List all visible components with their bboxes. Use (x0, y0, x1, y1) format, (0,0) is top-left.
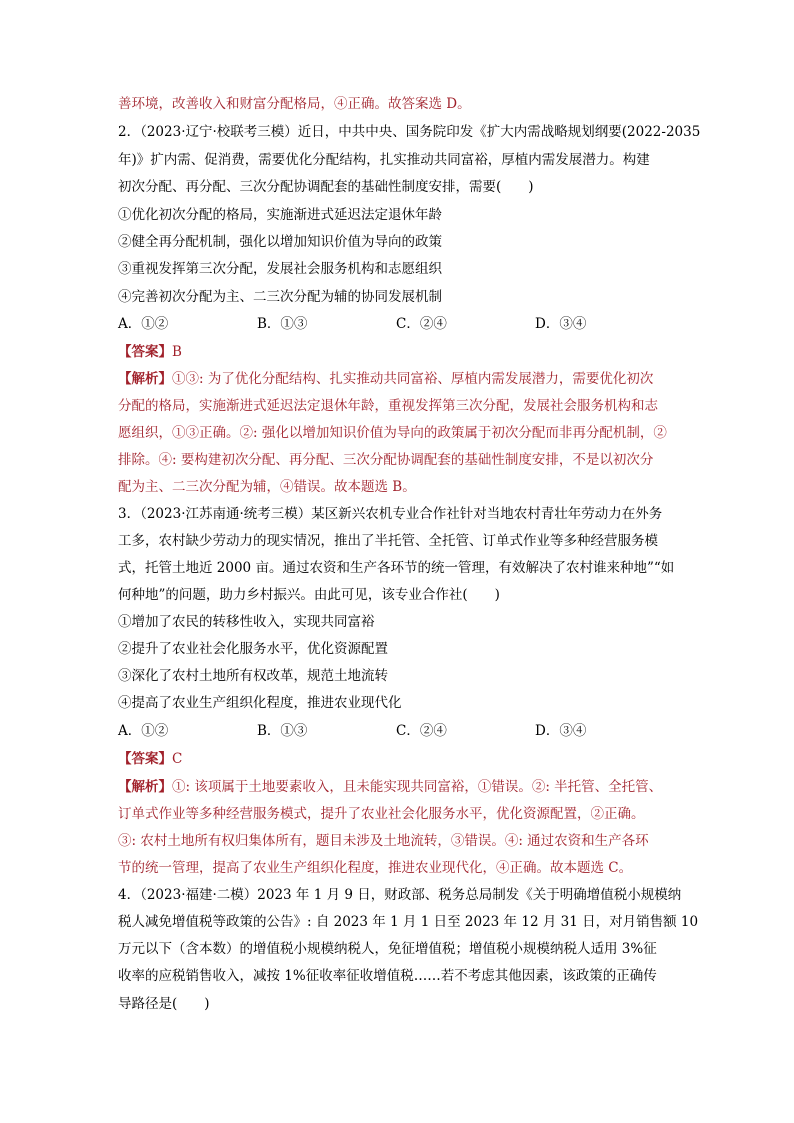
q2-option-c: C．②④ (396, 316, 447, 332)
q2-stem-line: 2．（2023·辽宁·校联考三模）近日，中共中央、国务院印发《扩大内需战略规划纲要(2022-2035 (118, 124, 701, 140)
q4-stem-line: 导路径是( ) (118, 996, 210, 1012)
q2-answer (118, 342, 700, 362)
q2-item: ①优化初次分配的格局，实施渐进式延迟法定退休年龄 (118, 207, 442, 223)
q3-item: ④提高了农业生产组织化程度，推进农业现代化 (118, 695, 402, 711)
q3-stem-line: 何种地”的问题，助力乡村振兴。由此可见，该专业合作社( ) (118, 587, 500, 603)
q2-analysis-line: 配为主、二三次分配为辅，④错误。故本题选 B。 (118, 479, 416, 495)
q3-analysis-line: 订单式作业等多种经营服务模式，提升了农业社会化服务水平，优化资源配置，②正确。 (118, 806, 645, 822)
q2-stem-line: 初次分配、再分配、三次分配协调配套的基础性制度安排，需要( ) (118, 179, 534, 195)
q3-option-a: A．①② (118, 723, 169, 739)
q3-option-c: C．②④ (396, 723, 447, 739)
analysis-text: ①③: 为了优化分配结构、扎实推动共同富裕、厚植内需发展潜力，需要优化初次 (172, 371, 654, 387)
q3-item: ②提升了农业社会化服务水平，优化资源配置 (118, 641, 388, 657)
q3-option-d: D．③④ (535, 723, 587, 739)
q3-item: ③深化了农村土地所有权改革，规范土地流转 (118, 668, 388, 684)
q3-analysis-line (118, 777, 700, 797)
q2-item: ②健全再分配机制，强化以增加知识价值为导向的政策 (118, 234, 442, 250)
q4-stem-line: 万元以下（含本数）的增值税小规模纳税人，免征增值税；增值税小规模纳税人适用 3%征 (118, 941, 657, 957)
answer-value: C (172, 751, 183, 767)
q2-analysis-line: 排除。④: 要构建初次分配、再分配、三次分配协调配套的基础性制度安排，不是以初次分 (118, 452, 654, 468)
q4-stem-line: 收率的应税销售收入，减按 1%征收率征收增值税……若不考虑其他因素，该政策的正确传 (118, 968, 657, 984)
q3-item: ①增加了农民的转移性收入，实现共同富裕 (118, 614, 375, 630)
q2-option-d: D．③④ (535, 316, 587, 332)
q3-stem-line: 工多，农村缺少劳动力的现实情况，推出了半托管、全托管、订单式作业等多种经营服务模 (118, 533, 658, 549)
q1-analysis-tail: 善环境，改善收入和财富分配格局，④正确。故答案选 D。 (118, 96, 471, 112)
analysis-label: 【解析】 (118, 371, 172, 387)
q3-option-b: B．①③ (257, 723, 308, 739)
q2-analysis-line: 愿组织，①③正确。②: 强化以增加知识价值为导向的政策属于初次分配而非再分配机制，② (118, 425, 667, 441)
q3-stem-line: 3．（2023·江苏南通·统考三模）某区新兴农机专业合作社针对当地农村青壮年劳动力在外务 (118, 506, 663, 522)
q2-item: ③重视发挥第三次分配，发展社会服务机构和志愿组织 (118, 261, 442, 277)
answer-label: 【答案】 (118, 751, 172, 767)
analysis-text: ①: 该项属于土地要素收入，且未能实现共同富裕，①错误。②: 半托管、全托管、 (172, 779, 663, 795)
q2-analysis-line: 分配的格局，实施渐进式延迟法定退休年龄，重视发挥第三次分配，发展社会服务机构和志 (118, 398, 658, 414)
q2-analysis-line (118, 369, 700, 389)
q3-stem-line: 式，托管土地近 2000 亩。通过农资和生产各环节的统一管理，有效解决了农村谁来种地”“如 (118, 560, 675, 576)
answer-value: B (172, 344, 182, 360)
q2-option-a: A．①② (118, 316, 169, 332)
q4-stem-line: 4．（2023·福建·二模）2023 年 1 月 9 日，财政部、税务总局制发《关于明确增值税小规模纳 (118, 887, 682, 903)
q2-item: ④完善初次分配为主、二三次分配为辅的协同发展机制 (118, 289, 442, 305)
q3-analysis-line: 节的统一管理，提高了农业生产组织化程度，推进农业现代化，④正确。故本题选 C。 (118, 860, 633, 876)
q2-stem-line: 年)》扩内需、促消费，需要优化分配结构，扎实推动共同富裕，厚植内需发展潜力。构建 (118, 152, 650, 168)
q4-stem-line: 税人减免增值税等政策的公告》: 自 2023 年 1 月 1 日至 2023 年 12 月 31 日，对月销售额 10 (118, 914, 699, 930)
answer-label: 【答案】 (118, 344, 172, 360)
q3-answer (118, 749, 700, 769)
q2-option-b: B．①③ (257, 316, 308, 332)
q3-analysis-line: ③: 农村土地所有权归集体所有，题目未涉及土地流转，③错误。④: 通过农资和生产各环 (118, 833, 649, 849)
analysis-label: 【解析】 (118, 779, 172, 795)
